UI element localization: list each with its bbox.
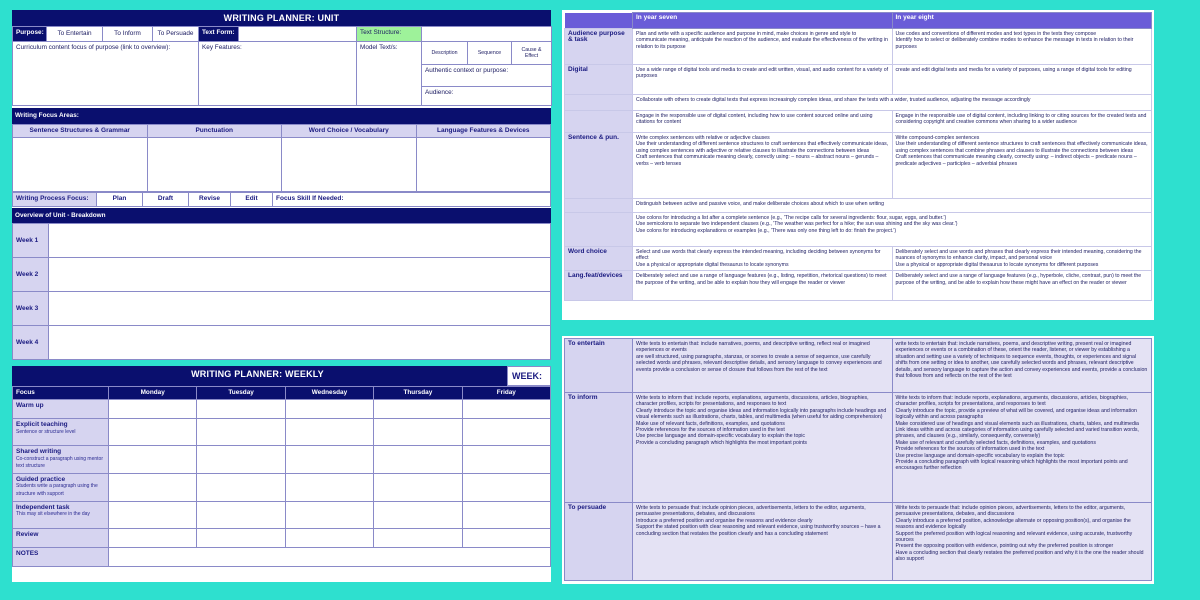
- weekly-row: [13, 400, 551, 419]
- purposes-panel: [562, 336, 1154, 584]
- week-3-field[interactable]: [49, 292, 551, 326]
- day-friday: Friday: [462, 387, 550, 400]
- curriculum-y7-text: Select and use words that clearly express the intended meaning, including deciding between synonyms for effect Use a physical or appropriate digital thesaurus to locate synonyms: [633, 247, 893, 271]
- week-1-label: Week 1: [13, 224, 49, 258]
- year-eight-header: In year eight: [892, 13, 1152, 29]
- weekly-cell[interactable]: [374, 501, 462, 528]
- purpose-row: [565, 339, 1152, 393]
- curriculum-row-label: [565, 111, 633, 133]
- process-plan[interactable]: Plan: [97, 192, 143, 206]
- process-revise[interactable]: Revise: [189, 192, 231, 206]
- weekly-focus-header: Focus: [13, 387, 109, 400]
- week-4-field[interactable]: [49, 326, 551, 360]
- curriculum-row: [565, 213, 1152, 247]
- curriculum-y8-text: Use codes and conventions of different modes and text types in the texts they compose Identify how to select or deliberately combine modes to enhance the message in texts in relation to their purposes: [892, 29, 1152, 65]
- curriculum-row-label: Lang.feat/devices: [565, 271, 633, 301]
- weekly-cell[interactable]: [374, 419, 462, 446]
- purpose-persuade[interactable]: To Persuade: [153, 27, 199, 42]
- curriculum-row: [565, 111, 1152, 133]
- purpose-y8-text: Write texts to persuade that: include opinion pieces, advertisements, letters to the editor, arguments, persuasive presentations, debates, and discussions Clearly introduce a preferred position, acknowledge alternate or opposing position(s), and organise the reasons and evidence logically Support the preferred position with logical reasoning and relevant evidence, using accurate, trustworthy sources Present the opposing position with evidence, pointing out why the preferred position is stronger Have a concluding section that clearly restates the preferred position and why it is the one the reader should also support: [892, 503, 1152, 581]
- curriculum-row-label: Word choice: [565, 247, 633, 271]
- focus-punctuation-field[interactable]: [147, 137, 282, 191]
- weekly-row-label: Review: [13, 528, 109, 547]
- curriculum-span-text: Collaborate with others to create digital texts that express increasingly complex ideas, and share the texts with a wider, trusted audience, adjusting the message accordingly: [633, 95, 1152, 111]
- focus-language-field[interactable]: [416, 137, 551, 191]
- authentic-context-field[interactable]: Authentic context or purpose:: [422, 65, 552, 86]
- overview-header: Overview of Unit - Breakdown: [12, 208, 551, 224]
- purpose-inform[interactable]: To Inform: [103, 27, 153, 42]
- curriculum-y7-text: Use a wide range of digital tools and media to create and edit written, visual, and audio content for a variety of purposes: [633, 65, 893, 95]
- weekly-cell[interactable]: [374, 400, 462, 419]
- weekly-row-label: Guided practice Students write a paragraph using the structure with support: [13, 473, 109, 501]
- unit-purpose-table: [12, 26, 552, 106]
- weekly-cell[interactable]: [374, 528, 462, 547]
- weekly-cell[interactable]: [197, 400, 285, 419]
- key-features-field[interactable]: Key Features:: [199, 41, 357, 105]
- weekly-cell[interactable]: [285, 419, 373, 446]
- day-thursday: Thursday: [374, 387, 462, 400]
- structure-description[interactable]: Description: [422, 41, 468, 64]
- day-wednesday: Wednesday: [285, 387, 373, 400]
- weekly-cell[interactable]: [285, 446, 373, 474]
- weekly-cell[interactable]: [285, 501, 373, 528]
- purpose-row: [565, 393, 1152, 503]
- purpose-row: [565, 503, 1152, 581]
- focus-col-sentence: Sentence Structures & Grammar: [13, 124, 148, 137]
- curriculum-y7-text: Write complex sentences with relative or adjective clauses Use their understanding of different sentence structures to craft sentences that effectively communicate ideas, using complex sentences with adjective or relative clauses to illustrate the connections between ideas Craft sentences that communicate meaning clearly, correctly using: – nouns – abstract nouns – gerunds – verbs – verb tenses: [633, 133, 893, 199]
- curriculum-y8-text: Write compound-complex sentences Use their understanding of different sentence structures to craft sentences that effectively communicate ideas, using complex sentences that combine phrases and clauses to illustrate the connections between ideas Craft sentences that communicate meaning clearly, correctly using: – indirect objects – predicate nouns – predicate adjectives – participles – adverbial phrases: [892, 133, 1152, 199]
- week-4-label: Week 4: [13, 326, 49, 360]
- focus-areas-header: Writing Focus Areas:: [12, 108, 551, 124]
- weekly-planner: [12, 366, 551, 582]
- weekly-row-label: Warm up: [13, 400, 109, 419]
- curriculum-row: [565, 199, 1152, 213]
- text-form-label: Text Form:: [199, 27, 239, 42]
- weekly-cell[interactable]: [109, 400, 197, 419]
- purpose-y7-text: Write texts to entertain that: include narratives, poems, and descriptive writing, reflect real or imagined experiences or events are well structured, using paragraphs, stanzas, or scenes to create a sense of sequence, use carefully selected words and phrases, relevant descriptive details, and sensory language to convey experiences and events provide a conclusion or sense of closure that follows from the rest of the text: [633, 339, 893, 393]
- week-1-field[interactable]: [49, 224, 551, 258]
- curriculum-row-label: Audience purpose & task: [565, 29, 633, 65]
- weeks-table: [12, 223, 551, 360]
- purpose-entertain[interactable]: To Entertain: [47, 27, 103, 42]
- purposes-table: [564, 338, 1152, 581]
- weekly-row: [13, 547, 551, 566]
- weekly-cell[interactable]: [374, 446, 462, 474]
- weekly-cell[interactable]: [109, 446, 197, 474]
- unit-title: WRITING PLANNER: UNIT: [12, 10, 551, 26]
- weekly-cell[interactable]: [462, 501, 550, 528]
- weekly-cell[interactable]: [109, 528, 197, 547]
- weekly-cell[interactable]: [462, 419, 550, 446]
- curriculum-row: [565, 133, 1152, 199]
- curriculum-row: [565, 29, 1152, 65]
- week-3-label: Week 3: [13, 292, 49, 326]
- weekly-table: [12, 386, 551, 567]
- structure-sequence[interactable]: Sequence: [468, 41, 512, 64]
- unit-planner: [12, 10, 551, 360]
- weekly-cell[interactable]: [197, 446, 285, 474]
- weekly-cell[interactable]: [109, 419, 197, 446]
- week-2-label: Week 2: [13, 258, 49, 292]
- weekly-row: [13, 419, 551, 446]
- year-seven-header: In year seven: [633, 13, 893, 29]
- text-structure-label: Text Structure:: [357, 27, 422, 42]
- weekly-cell[interactable]: [374, 473, 462, 501]
- weekly-cell[interactable]: [462, 400, 550, 419]
- week-2-field[interactable]: [49, 258, 551, 292]
- weekly-cell[interactable]: [109, 501, 197, 528]
- weekly-row-label: Independent task This may sit elsewhere in the day: [13, 501, 109, 528]
- purpose-label: Purpose:: [13, 27, 47, 42]
- purpose-row-label: To entertain: [565, 339, 633, 393]
- weekly-cell[interactable]: [197, 528, 285, 547]
- notes-field[interactable]: [109, 547, 551, 566]
- curriculum-row-label: [565, 213, 633, 247]
- weekly-row: [13, 528, 551, 547]
- weekly-cell[interactable]: [285, 400, 373, 419]
- purpose-y7-text: Write texts to inform that: include reports, explanations, arguments, discussions, articles, biographies, character profiles, scripts for presentations, and responses to text Clearly introduce the topic and organise ideas and information logically into paragraphs include headings and visual elements such as illustrations, charts, tables, and multimedia (when useful for aiding comprehension) Make use of relevant facts, definitions, examples, and quotations Provide references for the sources of information used in the text Use precise language and domain-specific vocabulary to explain the topic Provide a concluding paragraph which highlights the most important points: [633, 393, 893, 503]
- weekly-row: [13, 446, 551, 474]
- weekly-cell[interactable]: [285, 473, 373, 501]
- audience-field[interactable]: Audience:: [422, 86, 552, 105]
- process-edit[interactable]: Edit: [231, 192, 273, 206]
- model-texts-field[interactable]: Model Text/s:: [357, 41, 422, 105]
- process-draft[interactable]: Draft: [143, 192, 189, 206]
- purpose-y8-text: Write texts to inform that: include reports, explanations, arguments, discussions, articles, biographies, character profiles, scripts for presentations, and responses to text Clearly introduce the topic, provide a preview of what will be covered, and organise ideas and information logically within and across paragraphs Make considered use of headings and visual elements such as illustrations, charts, tables, and multimedia Link ideas within and across categories of information using carefully selected and varied transition words, phrases, and clauses (e.g., similarly, consequently, conversely) Make use of relevant and carefully selected facts, definitions, examples, and quotations Provide references for the sources of information used in the text Use precise language and domain-specific vocabulary to explain the topic Provide a concluding paragraph with logical reasoning which highlights the most important points and encourages further reflection: [892, 393, 1152, 503]
- weekly-row-label: Explicit teaching Sentence or structure level: [13, 419, 109, 446]
- curriculum-y7-text: Deliberately select and use a range of language features (e.g., listing, repetition, rhetorical questions) to meet the purpose of the writing, and be able to explain how they will engage the reader or viewer: [633, 271, 893, 301]
- process-label: Writing Process Focus:: [13, 192, 97, 206]
- curriculum-y7-text: Plan and write with a specific audience and purpose in mind, make choices in genre and style to communicate meaning, anticipate the reaction of the audience, and evaluate the effectiveness of the writing in relation to its purpose: [633, 29, 893, 65]
- weekly-row: [13, 473, 551, 501]
- weekly-cell[interactable]: [462, 446, 550, 474]
- text-form-field[interactable]: [239, 27, 357, 42]
- purpose-row-label: To persuade: [565, 503, 633, 581]
- curriculum-row: [565, 247, 1152, 271]
- curriculum-panel: [562, 10, 1154, 320]
- weekly-cell[interactable]: [109, 473, 197, 501]
- focus-skill-field[interactable]: Focus Skill If Needed:: [273, 192, 551, 206]
- purpose-row-label: To inform: [565, 393, 633, 503]
- curriculum-y8-text: create and edit digital texts and media for a variety of purposes, using a range of digital tools for editing: [892, 65, 1152, 95]
- day-tuesday: Tuesday: [197, 387, 285, 400]
- curriculum-row: [565, 271, 1152, 301]
- focus-areas-table: [12, 124, 551, 192]
- curriculum-table: [564, 12, 1152, 301]
- weekly-row-label: Shared writing Co-construct a paragraph using mentor text structure: [13, 446, 109, 474]
- focus-col-word-choice: Word Choice / Vocabulary: [282, 124, 417, 137]
- curriculum-span-text: Use colons for introducing a list after a complete sentence (e.g., 'The recipe calls for several ingredients: flour, sugar, eggs, and butter.') Use semicolons to separate two independent clauses (e.g., 'The weather was perfect for a hike; the sun was shining and the sky was clear.') Use colons for introducing explanations or examples (e.g., 'There was only one thing left to do: finish the project.'): [633, 213, 1152, 247]
- curriculum-row-label: [565, 199, 633, 213]
- curriculum-y8-text: Engage in the responsible use of digital content, including linking to or citing sources for the created texts and considering copyright and creative commons when sharing to a wider audience: [892, 111, 1152, 133]
- text-structure-field[interactable]: [422, 27, 552, 42]
- structure-cause-effect[interactable]: Cause & Effect: [512, 41, 552, 64]
- curriculum-row-label: [565, 95, 633, 111]
- curriculum-field[interactable]: Curriculum content focus of purpose (link to overview):: [13, 41, 199, 105]
- day-monday: Monday: [109, 387, 197, 400]
- focus-col-language: Language Features & Devices: [416, 124, 551, 137]
- focus-word-field[interactable]: [282, 137, 417, 191]
- curriculum-span-text: Distinguish between active and passive voice, and make deliberate choices about which to use when writing: [633, 199, 1152, 213]
- week-field[interactable]: WEEK:: [507, 366, 551, 386]
- weekly-title: WRITING PLANNER: WEEKLY: [12, 366, 503, 386]
- curriculum-y8-text: Deliberately select and use words and phrases that clearly express their intended meaning, considering the nuances of synonyms to enhance clarity, impact, and personal voice Use a physical or appropriate digital thesaurus to locate synonyms for different purposes: [892, 247, 1152, 271]
- curriculum-row: [565, 65, 1152, 95]
- curriculum-y7-text: Engage in the responsible use of digital content, including how to use content sourced online and using citations for content: [633, 111, 893, 133]
- weekly-cell[interactable]: [197, 501, 285, 528]
- curriculum-row-label: Sentence & pun.: [565, 133, 633, 199]
- weekly-cell[interactable]: [462, 528, 550, 547]
- weekly-cell[interactable]: [285, 528, 373, 547]
- weekly-row: [13, 501, 551, 528]
- purpose-y7-text: Write texts to persuade that: include opinion pieces, advertisements, letters to the editor, arguments, persuasive presentations, debates, and discussions Introduce a preferred position and organise the reasons and evidence clearly Support the stated position with clear reasoning and relevant evidence, using trustworthy sources – have a concluding section that restates the position clearly and has a concluding statement: [633, 503, 893, 581]
- weekly-cell[interactable]: [197, 473, 285, 501]
- curriculum-y8-text: Deliberately select and use a range of language features (e.g., hyperbole, cliche, contrast, pun) to meet the purpose of the writing, and be able to explain how these might have an effect on the reader or viewer: [892, 271, 1152, 301]
- focus-col-punctuation: Punctuation: [147, 124, 282, 137]
- process-table: [12, 192, 551, 207]
- focus-sentence-field[interactable]: [13, 137, 148, 191]
- weekly-cell[interactable]: [462, 473, 550, 501]
- weekly-row-label: NOTES: [13, 547, 109, 566]
- purpose-y8-text: write texts to entertain that: include narratives, poems, and descriptive writing, present real or imagined experiences or events or a combination of these, orient the reader, listener, or viewer by establishing a situation and setting use a variety of techniques to sequence events, thoughts, or experiences and signal shifts from one setting or idea to another, use carefully selected words and phrases, relevant descriptive details, and sensory language to capture the action and convey experiences and events, provide a conclusion that follows from and reflects on the rest of the text: [892, 339, 1152, 393]
- weekly-cell[interactable]: [197, 419, 285, 446]
- curriculum-row-label: Digital: [565, 65, 633, 95]
- curriculum-row: [565, 95, 1152, 111]
